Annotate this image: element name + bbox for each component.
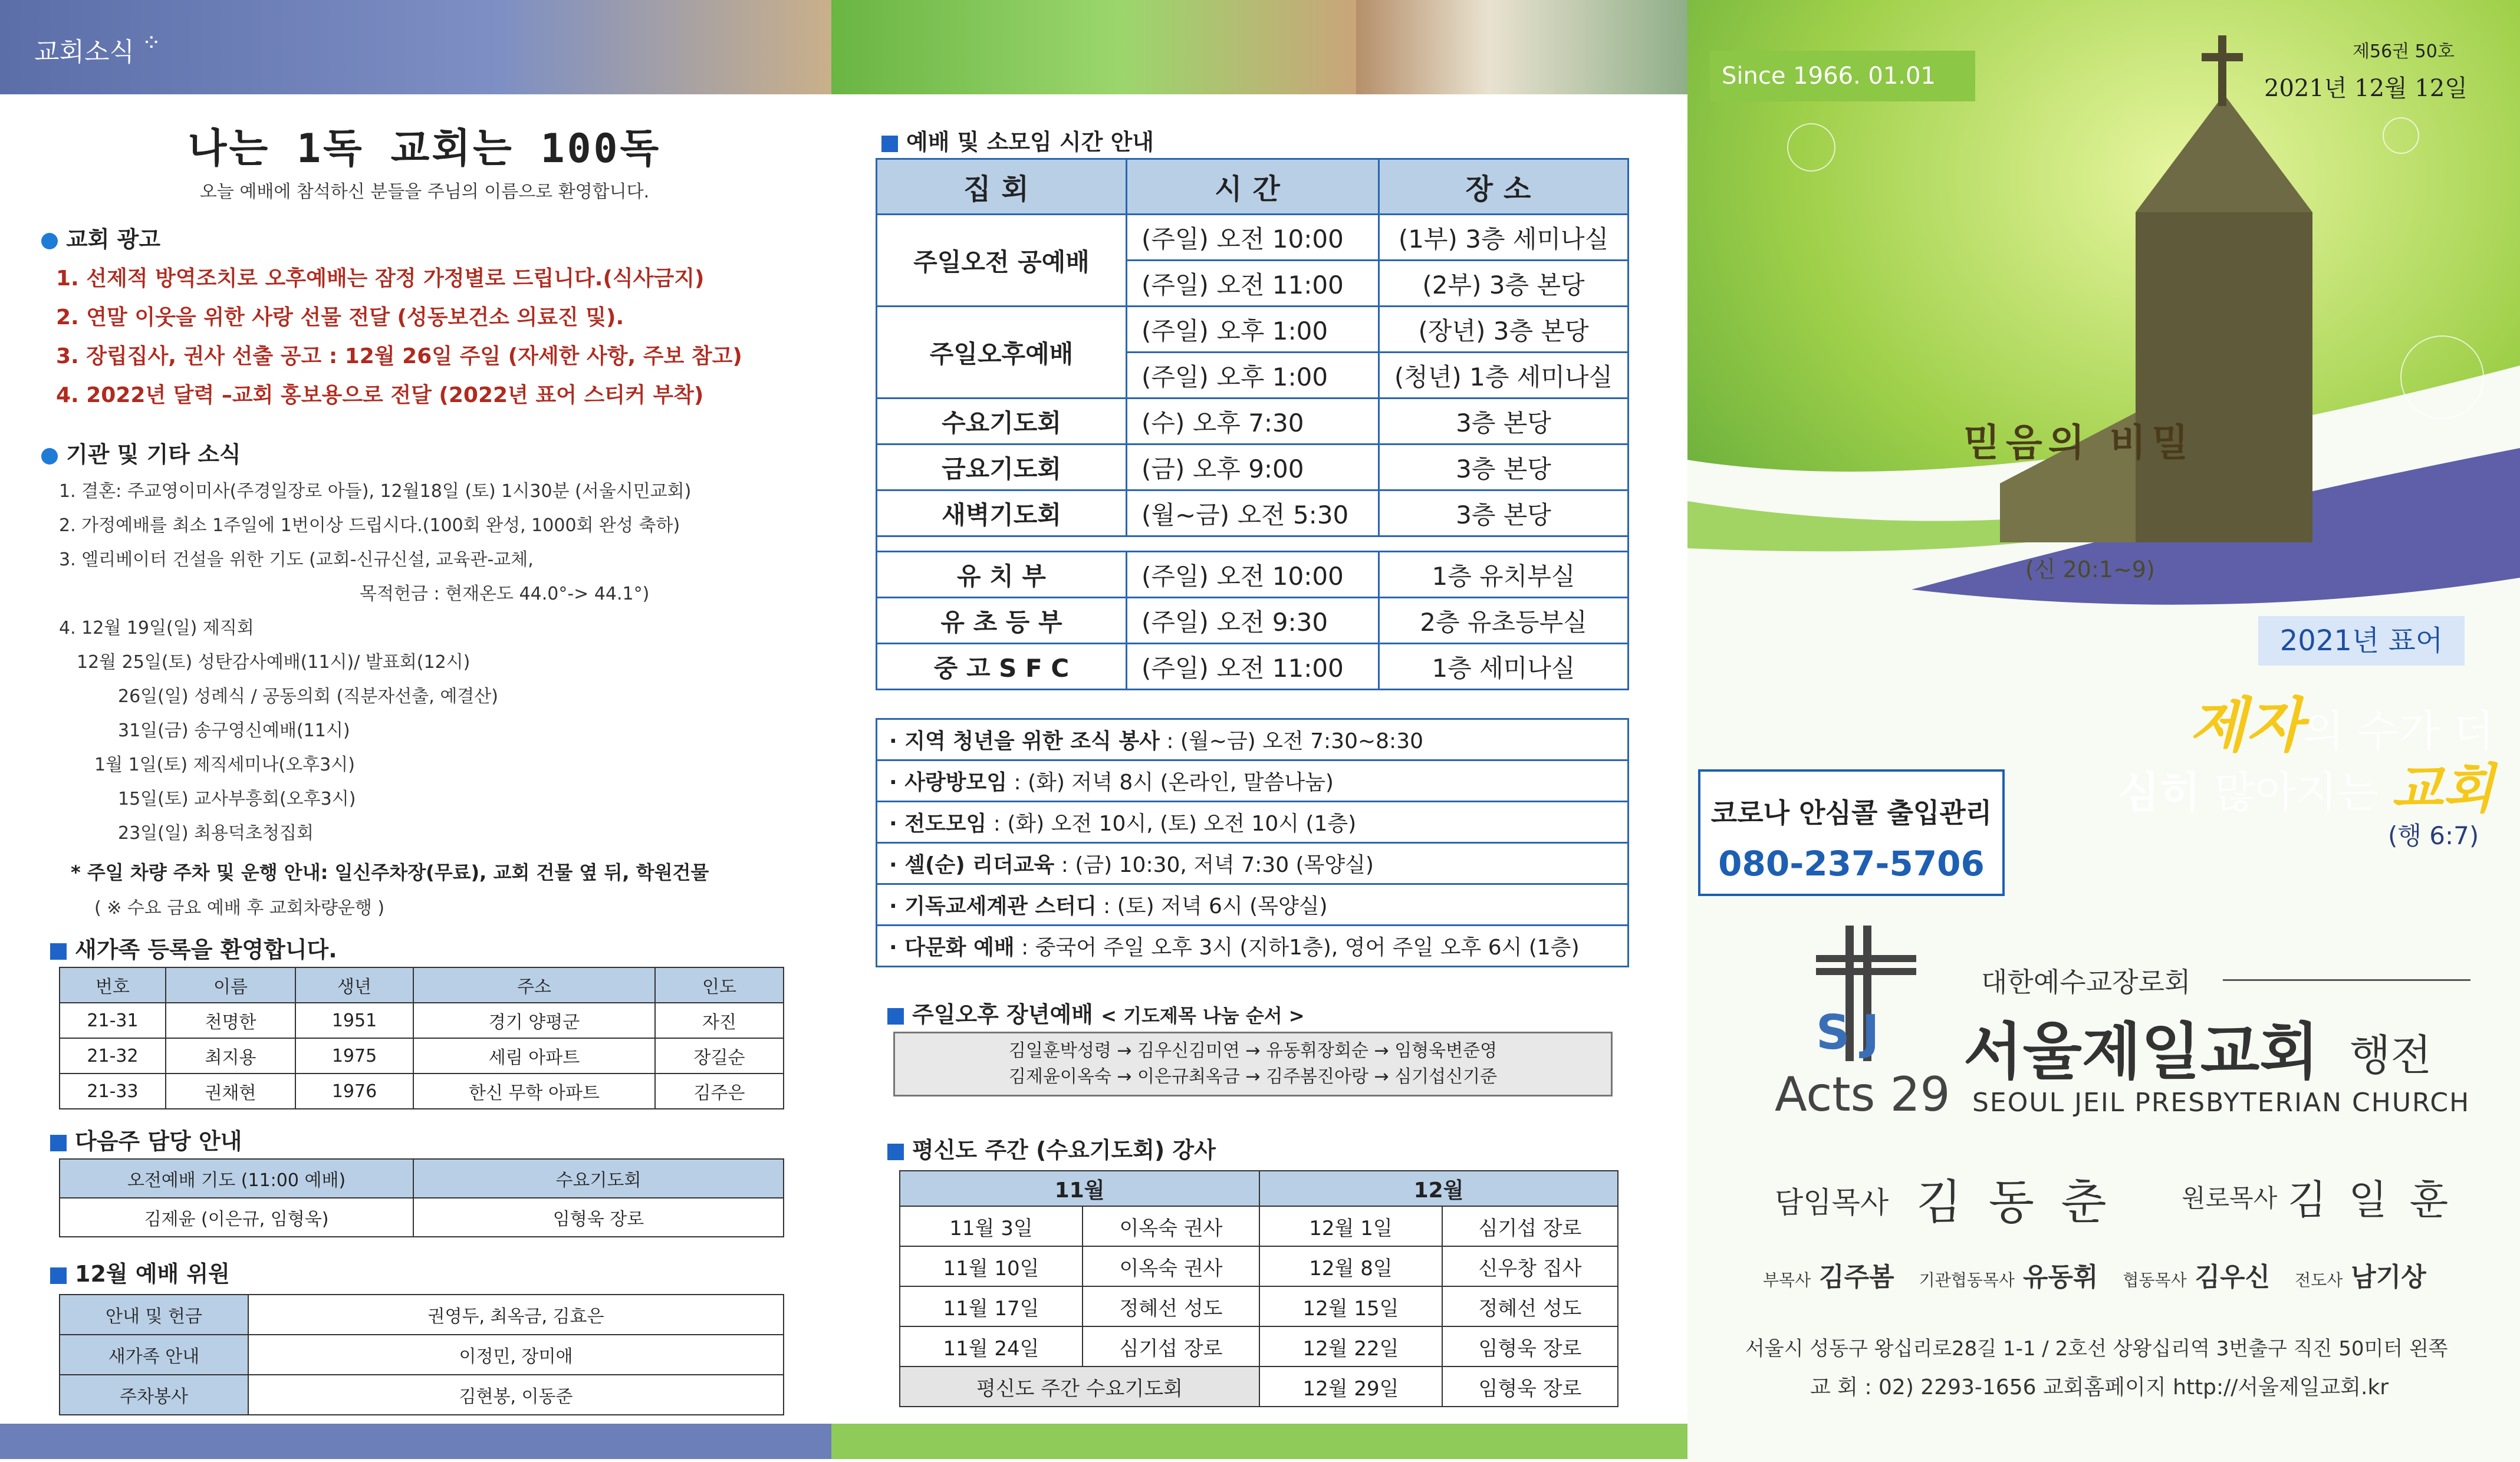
col-header: 11월 xyxy=(900,1171,1259,1206)
col-header: 12월 xyxy=(1259,1171,1618,1206)
col-header: 생년 xyxy=(295,967,413,1003)
square-icon xyxy=(50,943,67,960)
church-english-name: SEOUL JEIL PRESBYTERIAN CHURCH xyxy=(1972,1088,2470,1118)
newfam-heading: 새가족 등록을 환영합니다. xyxy=(50,931,337,964)
cell: 장길순 xyxy=(655,1038,784,1074)
page-title: 나는 1독 교회는 100독 xyxy=(187,126,662,172)
cell: 주일오전 공예배 xyxy=(877,215,1127,307)
square-icon xyxy=(50,1267,67,1284)
table-row xyxy=(900,1366,1618,1407)
col-header: 집회 xyxy=(877,159,1127,215)
cell: 권영두, 최옥금, 김효은 xyxy=(248,1295,784,1335)
staff-name: 김우신 xyxy=(2195,1262,2271,1292)
prayer-line: 김일훈박성령 → 김우신김미연 → 유동휘장회순 → 임형욱변준영 xyxy=(1008,1040,1498,1061)
cell: 1976 xyxy=(295,1074,413,1109)
square-icon xyxy=(887,1008,904,1025)
news-item: 31일(금) 송구영신예배(11시) xyxy=(118,720,350,741)
news-item: 1. 결혼: 주교영이미사(주경일장로 아들), 12월18일 (토) 1시30분 (서울시민교회) xyxy=(59,481,692,502)
parking-note: ( ※ 수요 금요 예배 후 교회차량운행 ) xyxy=(94,898,385,918)
cell: 평신도 주간 수요기도회 xyxy=(900,1366,1259,1407)
row-label: 안내 및 헌금 xyxy=(60,1295,248,1335)
cell: 천명한 xyxy=(166,1003,295,1038)
table-row xyxy=(877,490,1629,536)
covid-call-box xyxy=(1698,769,2005,896)
staff-line xyxy=(1763,1256,2426,1293)
committee-heading: 12월 예배 위원 xyxy=(50,1256,230,1288)
news-item: 23일(일) 최용덕초청집회 xyxy=(118,823,314,844)
col-header: 번호 xyxy=(60,967,166,1003)
since-badge: Since 1966. 01.01 xyxy=(1710,51,1975,101)
lay-speaker-table xyxy=(899,1170,1618,1407)
volume-number: 제56권 50호 xyxy=(2353,41,2455,62)
ad-item: 2. 연말 이웃을 위한 사랑 선물 전달 (성동보건소 의료진 및). xyxy=(56,305,624,330)
table-row xyxy=(877,926,1629,967)
cell: 1층 세미나실 xyxy=(1379,644,1629,690)
table-row xyxy=(900,1326,1618,1366)
table-row xyxy=(60,1003,784,1038)
cell: 금요기도회 xyxy=(877,444,1127,490)
cell: 중 고 S F C xyxy=(877,644,1127,690)
square-icon xyxy=(881,136,898,152)
cell: 김현봉, 이동준 xyxy=(248,1375,784,1415)
row-label: 주차봉사 xyxy=(60,1375,248,1415)
motto-line-1: 제자의 수가 더 xyxy=(2189,691,2494,760)
col-header: 오전예배 기도 (11:00 예배) xyxy=(60,1159,413,1198)
covid-title: 코로나 안심콜 출입관리 xyxy=(1710,797,1992,829)
cell: 12월 15일 xyxy=(1259,1286,1442,1326)
cell: (1부) 3층 세미나실 xyxy=(1379,215,1629,261)
col-header: 인도 xyxy=(655,967,784,1003)
denomination: 대한예수교장로회 xyxy=(1981,966,2191,998)
cell: (주일) 오전 10:00 xyxy=(1127,215,1379,261)
table-row xyxy=(877,444,1629,490)
motto-line-2: 심히 많아지는 교회 xyxy=(2118,758,2494,820)
cell: 김제윤 (이은규, 임형욱) xyxy=(60,1198,413,1237)
cell: (주일) 오후 1:00 xyxy=(1127,353,1379,399)
table-row xyxy=(877,802,1629,843)
table-row xyxy=(900,1246,1618,1286)
cell: 유 치 부 xyxy=(877,552,1127,598)
cell: 임형욱 장로 xyxy=(1442,1326,1618,1366)
duty-heading: 다음주 담당 안내 xyxy=(50,1123,242,1155)
cell: 12월 1일 xyxy=(1259,1206,1442,1246)
table-header-row xyxy=(877,159,1629,215)
logo-acts: Acts 29 xyxy=(1775,1067,1950,1122)
table-header-row xyxy=(60,967,784,1003)
cell: 3층 본당 xyxy=(1379,490,1629,536)
table-row xyxy=(877,760,1629,802)
row-label: 새가족 안내 xyxy=(60,1335,248,1375)
cell: 21-33 xyxy=(60,1074,166,1109)
staff-label: 기관협동목사 xyxy=(1919,1270,2015,1290)
cell: 21-31 xyxy=(60,1003,166,1038)
cell: 임형욱 장로 xyxy=(1442,1366,1618,1407)
cell: 2층 유초등부실 xyxy=(1379,598,1629,644)
staff-label: 전도사 xyxy=(2295,1270,2343,1290)
cell: 이옥숙 권사 xyxy=(1083,1246,1259,1286)
section-label: 교회소식 xyxy=(34,37,135,67)
news-item: 26일(일) 성례식 / 공동의회 (직분자선출, 예결산) xyxy=(118,686,498,707)
cell: 정혜선 성도 xyxy=(1083,1286,1259,1326)
cell: (주일) 오전 11:00 xyxy=(1127,644,1379,690)
table-row xyxy=(877,399,1629,444)
table-row xyxy=(877,719,1629,760)
cell: 권채현 xyxy=(166,1074,295,1109)
table-row xyxy=(877,843,1629,884)
motto-reference: (행 6:7) xyxy=(2388,821,2479,850)
committee-table xyxy=(59,1294,784,1415)
emeritus-label: 원로목사 xyxy=(2182,1184,2278,1213)
spacer-row xyxy=(877,536,1629,552)
church-name: 서울제일교회 xyxy=(1963,1016,2319,1088)
schedule-table xyxy=(876,158,1629,690)
header-band-green xyxy=(831,0,1356,94)
pastor-name: 김 동 춘 xyxy=(1916,1175,2113,1230)
cell: (2부) 3층 본당 xyxy=(1379,261,1629,307)
cell: 한신 무학 아파트 xyxy=(413,1074,655,1109)
cell: 11월 24일 xyxy=(900,1326,1083,1366)
news-item: 4. 12월 19일(일) 제직회 xyxy=(59,618,254,638)
ads-heading: 교회 광고 xyxy=(41,221,160,253)
covid-phone[interactable]: 080-237-5706 xyxy=(1718,844,1985,884)
footer-band-blue xyxy=(0,1424,831,1459)
cell: 심기섭 장로 xyxy=(1083,1326,1259,1366)
prayer-line: 김제윤이옥숙 → 이은규최옥금 → 김주봄진아랑 → 심기섭신기준 xyxy=(1008,1066,1498,1087)
cell: 수요기도회 xyxy=(877,399,1127,444)
news-item: 12월 25일(토) 성탄감사예배(11시)/ 발표회(12시) xyxy=(77,652,471,673)
cell: 12월 29일 xyxy=(1259,1366,1442,1407)
cell: 1975 xyxy=(295,1038,413,1074)
table-row xyxy=(877,644,1629,690)
cell: (주일) 오후 1:00 xyxy=(1127,307,1379,353)
page-subtitle: 오늘 예배에 참석하신 분들을 주님의 이름으로 환영합니다. xyxy=(199,182,650,202)
cell: 자진 xyxy=(655,1003,784,1038)
cell: (장년) 3층 본당 xyxy=(1379,307,1629,353)
table-row xyxy=(877,884,1629,926)
table-row xyxy=(877,307,1629,353)
lay-heading: 평신도 주간 (수요기도회) 강사 xyxy=(887,1132,1216,1164)
table-row xyxy=(60,1074,784,1109)
cell: 임형욱 장로 xyxy=(413,1198,784,1237)
cell: 정혜선 성도 xyxy=(1442,1286,1618,1326)
cell: 새벽기도회 xyxy=(877,490,1127,536)
cell: (주일) 오전 11:00 xyxy=(1127,261,1379,307)
news-item: 1월 1일(토) 제직세미나(오후3시) xyxy=(94,755,355,775)
ads-list xyxy=(56,259,742,415)
news-item: 15일(토) 교사부흥회(오후3시) xyxy=(118,789,356,809)
bullet-icon xyxy=(41,233,58,249)
ad-item: 1. 선제적 방역조치로 오후예배는 잠정 가정별로 드립니다.(식사금지) xyxy=(56,266,705,291)
col-header: 장소 xyxy=(1379,159,1629,215)
news-item: 2. 가정예배를 최소 1주일에 1번이상 드립시다.(100회 완성, 1000회 완성 축하) xyxy=(59,515,680,536)
ad-item: 4. 2022년 달력 –교회 홍보용으로 전달 (2022년 표어 스티커 부착) xyxy=(56,383,704,407)
newfam-table xyxy=(59,967,784,1109)
square-icon xyxy=(50,1135,67,1151)
emeritus-name: 김 일 훈 xyxy=(2288,1177,2453,1224)
col-header: 시간 xyxy=(1127,159,1379,215)
cell: · 셀(순) 리더교육 : (금) 10:30, 저녁 7:30 (목양실) xyxy=(877,843,1629,884)
cell: (주일) 오전 10:00 xyxy=(1127,552,1379,598)
cell: · 전도모임 : (화) 오전 10시, (토) 오전 10시 (1층) xyxy=(877,802,1629,843)
cell: (금) 오후 9:00 xyxy=(1127,444,1379,490)
cell: 주일오후예배 xyxy=(877,307,1127,399)
col-header: 이름 xyxy=(166,967,295,1003)
cell: · 기독교세계관 스터디 : (토) 저녁 6시 (목양실) xyxy=(877,884,1629,926)
col-header: 수요기도회 xyxy=(413,1159,784,1198)
sermon-reference: (신 20:1~9) xyxy=(2025,557,2155,582)
cell: (주일) 오전 9:30 xyxy=(1127,598,1379,644)
cell: 11월 17일 xyxy=(900,1286,1083,1326)
sermon-title: 믿음의 비밀 xyxy=(1963,422,2195,465)
table-row xyxy=(900,1286,1618,1326)
address: 서울시 성동구 왕십리로28길 1-1 / 2호선 상왕십리역 3번출구 직진 50미터 왼쪽 xyxy=(1745,1337,2448,1361)
dots-icon: ⁘ xyxy=(142,29,162,57)
cell: 3층 본당 xyxy=(1379,444,1629,490)
col-header: 주소 xyxy=(413,967,655,1003)
church-suffix: 행전 xyxy=(2350,1030,2432,1080)
table-row xyxy=(877,598,1629,644)
cell: 1951 xyxy=(295,1003,413,1038)
cell: · 사랑방모임 : (화) 저녁 8시 (온라인, 말씀나눔) xyxy=(877,760,1629,802)
cell: 12월 8일 xyxy=(1259,1246,1442,1286)
cell: 최지용 xyxy=(166,1038,295,1074)
cell: (수) 오후 7:30 xyxy=(1127,399,1379,444)
cell: 심기섭 장로 xyxy=(1442,1206,1618,1246)
news-heading: 기관 및 기타 소식 xyxy=(41,436,241,469)
cell: 신우창 집사 xyxy=(1442,1246,1618,1286)
staff-name: 김주봄 xyxy=(1819,1262,1894,1292)
cell: · 다문화 예배 : 중국어 주일 오후 3시 (지하1층), 영어 주일 오후 6시 (1층) xyxy=(877,926,1629,967)
cell: 12월 22일 xyxy=(1259,1326,1442,1366)
news-item: 3. 엘리베이터 건설을 위한 기도 (교회-신규신설, 교육관-교체, xyxy=(59,549,534,570)
cell: (월~금) 오전 5:30 xyxy=(1127,490,1379,536)
square-icon xyxy=(887,1144,904,1160)
news-list xyxy=(59,475,691,851)
staff-label: 부목사 xyxy=(1763,1270,1811,1290)
table-row xyxy=(900,1206,1618,1246)
divider xyxy=(2223,979,2470,981)
cell: 이정민, 장미애 xyxy=(248,1335,784,1375)
contact-line[interactable]: 교 회 : 02) 2293-1656 교회홈페이지 http://서울제일교회.kr xyxy=(1810,1375,2389,1400)
cell: 경기 양평군 xyxy=(413,1003,655,1038)
staff-name: 유동휘 xyxy=(2022,1262,2098,1292)
cell: 11월 10일 xyxy=(900,1246,1083,1286)
staff-name: 남기상 xyxy=(2351,1262,2426,1292)
bullet-icon xyxy=(41,448,58,465)
pastor-label: 담임목사 xyxy=(1775,1186,1889,1220)
staff-label: 협동목사 xyxy=(2123,1270,2187,1290)
table-row xyxy=(877,552,1629,598)
table-header-row xyxy=(900,1171,1618,1206)
duty-table xyxy=(59,1158,784,1237)
issue-date: 2021년 12월 12일 xyxy=(2264,75,2468,102)
cell: · 지역 청년을 위한 조식 봉사 : (월~금) 오전 7:30~8:30 xyxy=(877,719,1629,760)
footer-band-green xyxy=(831,1424,1687,1459)
cell: 3층 본당 xyxy=(1379,399,1629,444)
cell: 1층 유치부실 xyxy=(1379,552,1629,598)
prayer-order-box xyxy=(893,1032,1613,1096)
schedule-heading: 예배 및 소모임 시간 안내 xyxy=(881,124,1154,156)
motto-label: 2021년 표어 xyxy=(2258,616,2465,666)
table-row xyxy=(60,1038,784,1074)
ad-item: 3. 장립집사, 권사 선출 공고 : 12월 26일 주일 (자세한 사항, 주보 참고) xyxy=(56,344,742,368)
cell: 유 초 등 부 xyxy=(877,598,1127,644)
afternoon-heading: 주일오후 장년예배 < 기도제목 나눔 순서 > xyxy=(887,996,1305,1029)
parking-info: * 주일 차량 주차 및 운행 안내: 일신주차장(무료), 교회 건물 옆 뒤, 학원건물 xyxy=(71,861,709,884)
info-table xyxy=(876,718,1629,967)
cell: 김주은 xyxy=(655,1074,784,1109)
header-band-photo xyxy=(1356,0,1687,94)
cell: 21-32 xyxy=(60,1038,166,1074)
cell: 이옥숙 권사 xyxy=(1083,1206,1259,1246)
news-item: 목적헌금 : 현재온도 44.0°-> 44.1°) xyxy=(360,584,650,604)
cell: 11월 3일 xyxy=(900,1206,1083,1246)
table-row xyxy=(877,215,1629,261)
cell: 세림 아파트 xyxy=(413,1038,655,1074)
cell: (청년) 1층 세미나실 xyxy=(1379,353,1629,399)
logo-letters: SJ xyxy=(1816,1005,1891,1060)
